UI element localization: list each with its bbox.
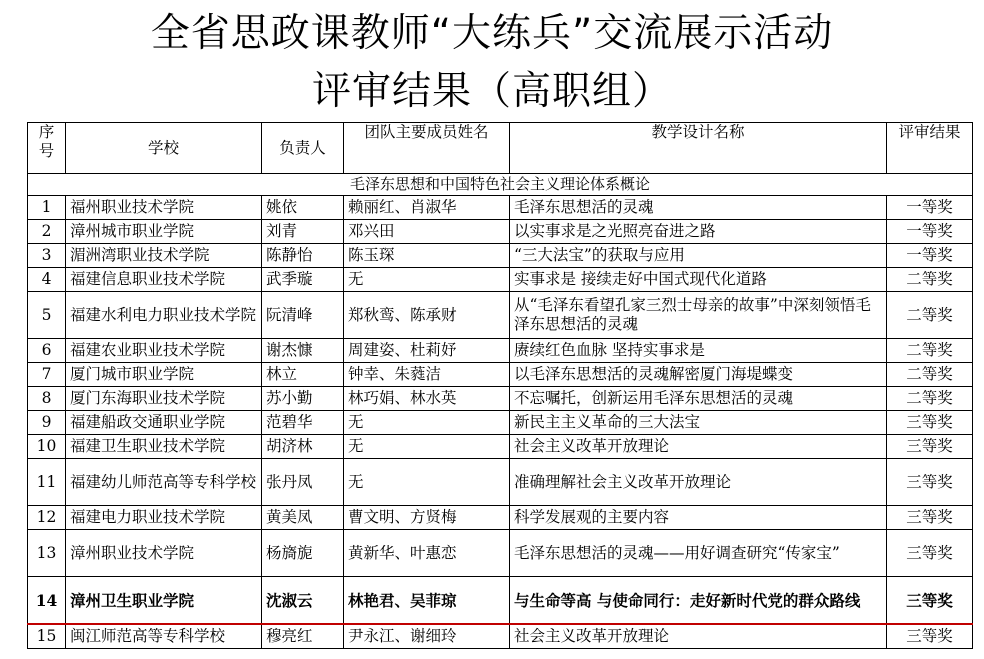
cell-result: 三等奖 bbox=[887, 577, 973, 625]
cell-school: 福建农业职业技术学院 bbox=[66, 339, 262, 363]
cell-design: 毛泽东思想活的灵魂 bbox=[510, 196, 887, 220]
table-row bbox=[28, 624, 973, 649]
cell-result: 三等奖 bbox=[887, 530, 973, 577]
cell-design: 以实事求是之光照亮奋进之路 bbox=[510, 220, 887, 244]
table-row bbox=[28, 363, 973, 387]
table-row bbox=[28, 387, 973, 411]
cell-leader: 胡济林 bbox=[262, 435, 344, 459]
cell-school: 福建水利电力职业技术学院 bbox=[66, 292, 262, 339]
cell-members: 钟幸、朱蕤洁 bbox=[344, 363, 510, 387]
cell-members: 曹文明、方贤梅 bbox=[344, 506, 510, 530]
cell-result: 一等奖 bbox=[887, 196, 973, 220]
cell-school: 厦门东海职业技术学院 bbox=[66, 387, 262, 411]
cell-design: 毛泽东思想活的灵魂——用好调查研究“传家宝” bbox=[510, 530, 887, 577]
cell-leader: 苏小勤 bbox=[262, 387, 344, 411]
cell-members: 郑秋鸾、陈承财 bbox=[344, 292, 510, 339]
cell-no: 13 bbox=[28, 530, 66, 577]
cell-school: 漳州城市职业学院 bbox=[66, 220, 262, 244]
cell-school: 闽江师范高等专科学校 bbox=[66, 624, 262, 649]
cell-school: 湄洲湾职业技术学院 bbox=[66, 244, 262, 268]
header-design: 教学设计名称 bbox=[510, 123, 887, 174]
cell-members: 周建姿、杜莉妤 bbox=[344, 339, 510, 363]
cell-leader: 阮清峰 bbox=[262, 292, 344, 339]
cell-leader: 武季璇 bbox=[262, 268, 344, 292]
cell-school: 厦门城市职业学院 bbox=[66, 363, 262, 387]
cell-school: 福州职业技术学院 bbox=[66, 196, 262, 220]
cell-no: 14 bbox=[28, 577, 66, 625]
section-row bbox=[28, 174, 973, 196]
cell-no: 10 bbox=[28, 435, 66, 459]
cell-no: 1 bbox=[28, 196, 66, 220]
cell-members: 陈玉琛 bbox=[344, 244, 510, 268]
cell-result: 二等奖 bbox=[887, 339, 973, 363]
table-row bbox=[28, 506, 973, 530]
cell-leader: 沈淑云 bbox=[262, 577, 344, 625]
table-row bbox=[28, 577, 973, 625]
cell-leader: 杨旖旎 bbox=[262, 530, 344, 577]
section-title: 毛泽东思想和中国特色社会主义理论体系概论 bbox=[28, 174, 973, 196]
cell-members: 无 bbox=[344, 411, 510, 435]
cell-result: 二等奖 bbox=[887, 268, 973, 292]
cell-no: 3 bbox=[28, 244, 66, 268]
header-result: 评审结果 bbox=[887, 123, 973, 174]
cell-members: 林巧娟、林水英 bbox=[344, 387, 510, 411]
header-leader: 负责人 bbox=[262, 123, 344, 174]
cell-school: 福建信息职业技术学院 bbox=[66, 268, 262, 292]
cell-leader: 谢杰慷 bbox=[262, 339, 344, 363]
cell-leader: 张丹凤 bbox=[262, 459, 344, 506]
cell-leader: 刘青 bbox=[262, 220, 344, 244]
cell-leader: 黄美凤 bbox=[262, 506, 344, 530]
cell-result: 一等奖 bbox=[887, 220, 973, 244]
cell-design: 赓续红色血脉 坚持实事求是 bbox=[510, 339, 887, 363]
header-members: 团队主要成员姓名 bbox=[344, 123, 510, 174]
table-row bbox=[28, 220, 973, 244]
cell-members: 林艳君、吴菲琼 bbox=[344, 577, 510, 625]
table-row bbox=[28, 268, 973, 292]
cell-no: 7 bbox=[28, 363, 66, 387]
cell-result: 三等奖 bbox=[887, 624, 973, 649]
cell-result: 三等奖 bbox=[887, 459, 973, 506]
table-row bbox=[28, 292, 973, 339]
cell-no: 12 bbox=[28, 506, 66, 530]
cell-leader: 陈静怡 bbox=[262, 244, 344, 268]
cell-result: 三等奖 bbox=[887, 435, 973, 459]
cell-result: 一等奖 bbox=[887, 244, 973, 268]
cell-no: 4 bbox=[28, 268, 66, 292]
cell-design: 科学发展观的主要内容 bbox=[510, 506, 887, 530]
cell-no: 9 bbox=[28, 411, 66, 435]
cell-school: 漳州卫生职业学院 bbox=[66, 577, 262, 625]
cell-design: 从“毛泽东看望孔家三烈士母亲的故事”中深刻领悟毛泽东思想活的灵魂 bbox=[510, 292, 887, 339]
cell-design: 社会主义改革开放理论 bbox=[510, 435, 887, 459]
cell-members: 赖丽红、肖淑华 bbox=[344, 196, 510, 220]
header-school: 学校 bbox=[66, 123, 262, 174]
cell-leader: 姚依 bbox=[262, 196, 344, 220]
cell-no: 11 bbox=[28, 459, 66, 506]
table-row bbox=[28, 530, 973, 577]
cell-members: 无 bbox=[344, 435, 510, 459]
cell-design: “三大法宝”的获取与应用 bbox=[510, 244, 887, 268]
cell-result: 三等奖 bbox=[887, 411, 973, 435]
cell-leader: 范碧华 bbox=[262, 411, 344, 435]
cell-design: 与生命等高 与使命同行：走好新时代党的群众路线 bbox=[510, 577, 887, 625]
cell-design: 新民主主义革命的三大法宝 bbox=[510, 411, 887, 435]
cell-design: 社会主义改革开放理论 bbox=[510, 624, 887, 649]
cell-members: 黄新华、叶惠恋 bbox=[344, 530, 510, 577]
cell-design: 不忘嘱托，创新运用毛泽东思想活的灵魂 bbox=[510, 387, 887, 411]
cell-no: 8 bbox=[28, 387, 66, 411]
table-header-row bbox=[28, 123, 973, 174]
table-row bbox=[28, 339, 973, 363]
header-no: 序号 bbox=[28, 123, 66, 174]
cell-no: 5 bbox=[28, 292, 66, 339]
cell-leader: 穆亮红 bbox=[262, 624, 344, 649]
cell-members: 尹永江、谢细玲 bbox=[344, 624, 510, 649]
table-row bbox=[28, 244, 973, 268]
table-row bbox=[28, 435, 973, 459]
results-table bbox=[27, 122, 973, 649]
cell-no: 15 bbox=[28, 624, 66, 649]
cell-no: 2 bbox=[28, 220, 66, 244]
cell-design: 以毛泽东思想活的灵魂解密厦门海堤蝶变 bbox=[510, 363, 887, 387]
cell-result: 二等奖 bbox=[887, 363, 973, 387]
cell-school: 福建卫生职业技术学院 bbox=[66, 435, 262, 459]
cell-members: 无 bbox=[344, 459, 510, 506]
cell-school: 福建船政交通职业学院 bbox=[66, 411, 262, 435]
cell-result: 二等奖 bbox=[887, 292, 973, 339]
cell-leader: 林立 bbox=[262, 363, 344, 387]
cell-result: 三等奖 bbox=[887, 506, 973, 530]
cell-members: 无 bbox=[344, 268, 510, 292]
cell-school: 漳州职业技术学院 bbox=[66, 530, 262, 577]
cell-design: 准确理解社会主义改革开放理论 bbox=[510, 459, 887, 506]
page-subtitle: 评审结果（高职组） bbox=[311, 69, 672, 114]
table-row bbox=[28, 196, 973, 220]
cell-members: 邓兴田 bbox=[344, 220, 510, 244]
cell-no: 6 bbox=[28, 339, 66, 363]
cell-result: 二等奖 bbox=[887, 387, 973, 411]
cell-school: 福建电力职业技术学院 bbox=[66, 506, 262, 530]
page-title: 全省思政课教师“大练兵”交流展示活动 bbox=[150, 11, 834, 56]
table-row bbox=[28, 411, 973, 435]
cell-design: 实事求是 接续走好中国式现代化道路 bbox=[510, 268, 887, 292]
table-row bbox=[28, 459, 973, 506]
cell-school: 福建幼儿师范高等专科学校 bbox=[66, 459, 262, 506]
